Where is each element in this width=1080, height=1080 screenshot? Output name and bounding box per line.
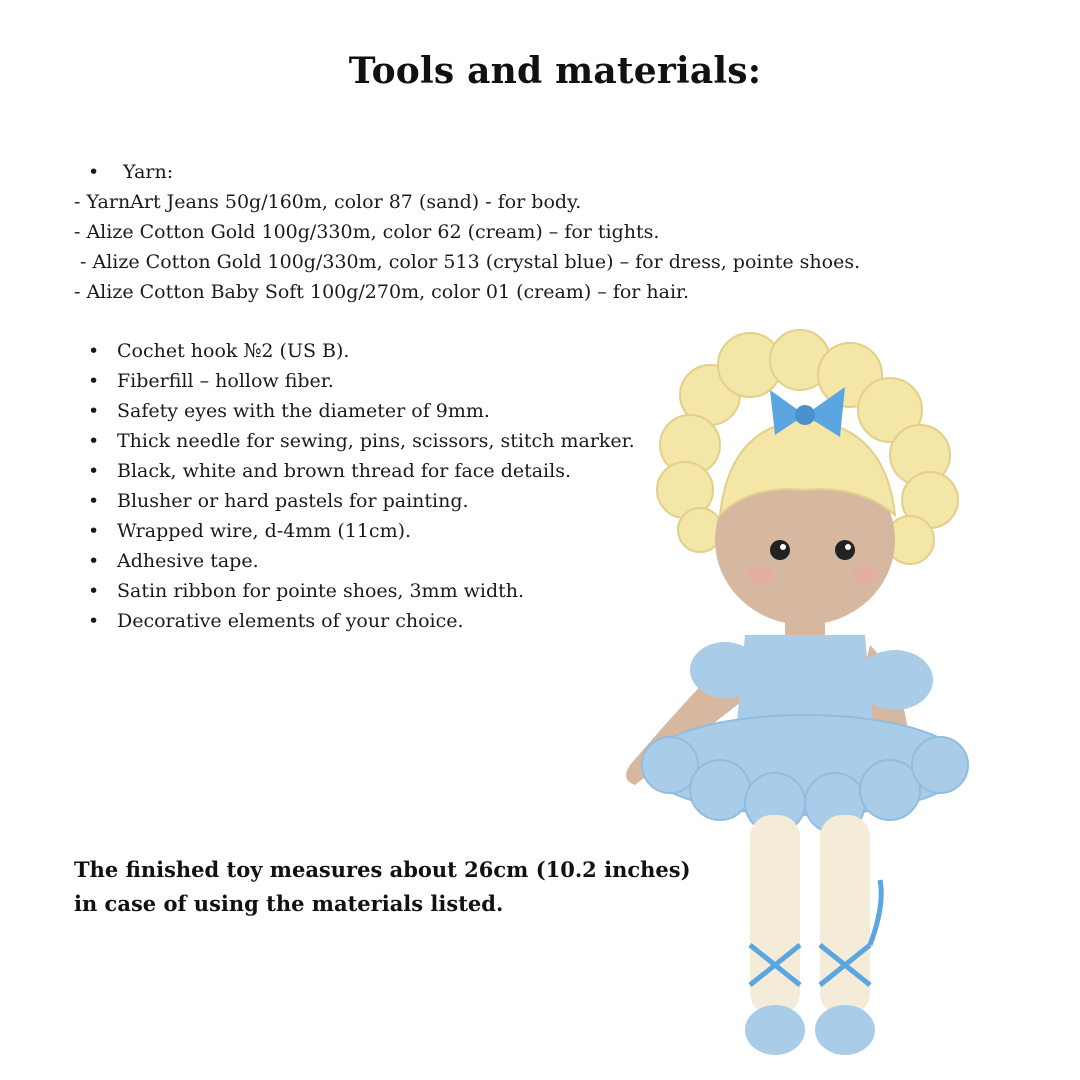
bullet: •	[88, 460, 100, 482]
tool-item-text: Adhesive tape.	[117, 550, 259, 572]
left-cheek	[746, 566, 774, 584]
crochet-ballerina-doll-illustration	[600, 325, 980, 1075]
tool-item-text: Blusher or hard pastels for painting.	[117, 490, 469, 512]
list-item	[88, 366, 635, 396]
bullet: •	[88, 580, 100, 602]
yarn-line: - Alize Cotton Baby Soft 100g/270m, color 01 (cream) – for hair.	[74, 281, 690, 303]
finished-size-line: The finished toy measures about 26cm (10.2 inches)	[74, 857, 691, 882]
tool-item-text: Decorative elements of your choice.	[117, 610, 464, 632]
right-sleeve-ruffle	[857, 650, 933, 710]
yarn-heading-label: Yarn:	[123, 161, 174, 183]
right-cheek	[851, 566, 879, 584]
bullet: •	[88, 430, 100, 452]
doll-neck	[785, 615, 825, 635]
list-item	[88, 546, 635, 576]
right-leg	[820, 815, 870, 1015]
left-eye	[770, 540, 790, 560]
tool-item-text: Thick needle for sewing, pins, scissors, stitch marker.	[117, 430, 635, 452]
bullet: •	[88, 550, 100, 572]
finished-size-note	[74, 853, 691, 921]
tool-item-text: Wrapped wire, d-4mm (11cm).	[117, 520, 412, 542]
list-item	[88, 396, 635, 426]
yarn-line: - YarnArt Jeans 50g/160m, color 87 (sand) - for body.	[74, 191, 582, 213]
tutu-ruffles	[642, 715, 968, 833]
tool-item-text: Safety eyes with the diameter of 9mm.	[117, 400, 490, 422]
list-item	[88, 576, 635, 606]
left-pointe-shoe	[745, 1005, 805, 1055]
tool-item-text: Satin ribbon for pointe shoes, 3mm width.	[117, 580, 525, 602]
bullet: •	[88, 161, 100, 183]
finished-size-line: in case of using the materials listed.	[74, 891, 504, 916]
list-item	[88, 336, 635, 366]
list-item	[88, 516, 635, 546]
bullet: •	[88, 490, 100, 512]
yarn-line: - Alize Cotton Gold 100g/330m, color 62 (cream) – for tights.	[74, 221, 660, 243]
bullet: •	[88, 610, 100, 632]
bullet: •	[88, 370, 100, 392]
tools-list	[88, 336, 635, 636]
right-pointe-shoe	[815, 1005, 875, 1055]
left-sleeve-ruffle	[690, 642, 760, 698]
tool-item-text: Fiberfill – hollow fiber.	[117, 370, 334, 392]
tool-item-text: Cochet hook №2 (US B).	[117, 340, 350, 362]
yarn-line: - Alize Cotton Gold 100g/330m, color 513 (crystal blue) – for dress, pointe shoes.	[74, 251, 861, 273]
list-item	[88, 426, 635, 456]
list-item	[88, 486, 635, 516]
bullet: •	[88, 520, 100, 542]
list-item	[88, 606, 635, 636]
left-leg	[750, 815, 800, 1015]
yarn-heading	[88, 157, 173, 187]
bullet: •	[88, 340, 100, 362]
list-item	[88, 456, 635, 486]
page-title: Tools and materials:	[348, 50, 762, 92]
right-eye	[835, 540, 855, 560]
yarn-list	[74, 187, 860, 307]
tool-item-text: Black, white and brown thread for face details.	[117, 460, 572, 482]
bullet: •	[88, 400, 100, 422]
